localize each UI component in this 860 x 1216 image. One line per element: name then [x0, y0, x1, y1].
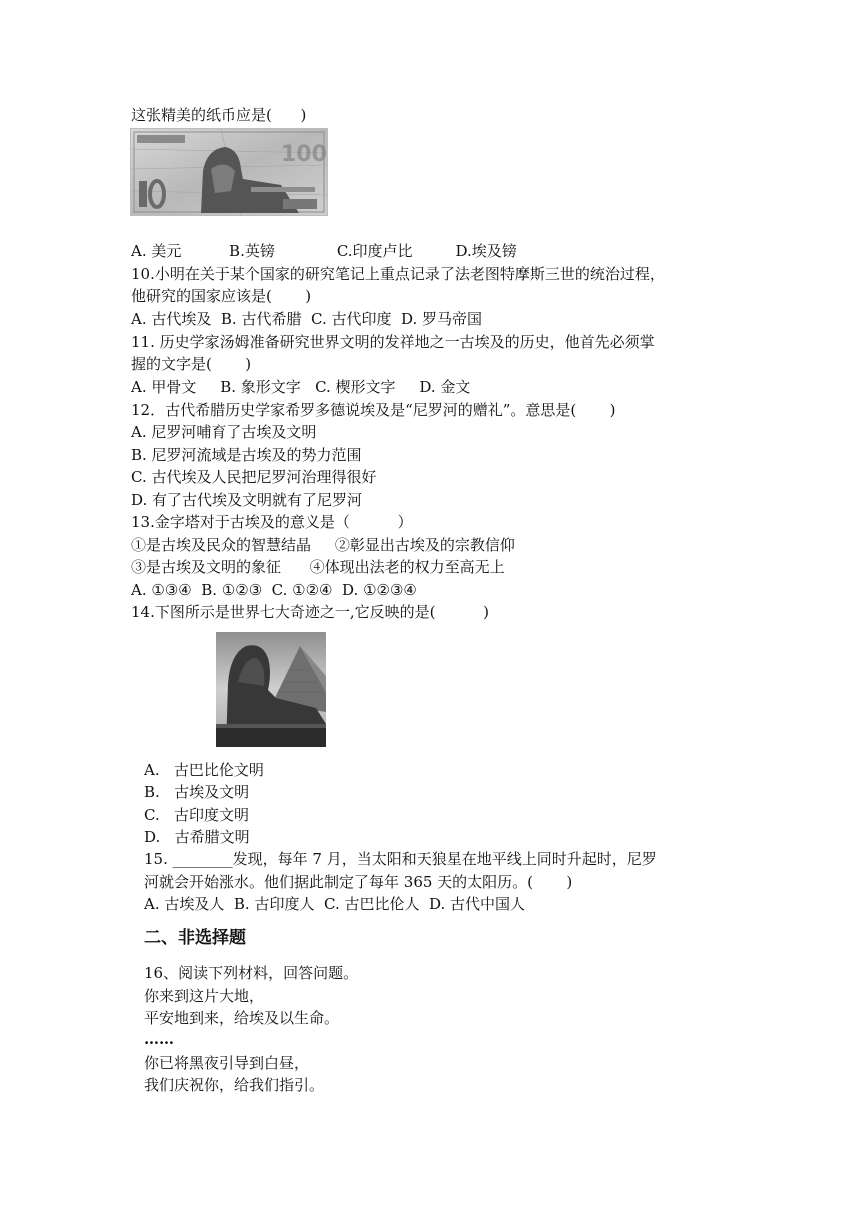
question-12-stem: 12．古代希腊历史学家希罗多德说埃及是“尼罗河的赠礼”。意思是( ): [131, 401, 616, 419]
question-10-stem-line-1: 10.小明在关于某个国家的研究笔记上重点记录了法老图特摩斯三世的统治过程，: [131, 265, 665, 283]
question-10-options: A. 古代埃及 B. 古代希腊 C. 古代印度 D. 罗马帝国: [131, 310, 483, 328]
question-15-stem-line-2: 河就会开始涨水。他们据此制定了每年 365 天的太阳历。( ): [144, 873, 573, 891]
question-12-option-c: C. 古代埃及人民把尼罗河治理得很好: [131, 468, 377, 486]
question-9-stem-tail: 这张精美的纸币应是( ): [131, 106, 307, 124]
poem-line-4: 我们庆祝你，给我们指引。: [144, 1076, 325, 1094]
question-14-option-b: B. 古埃及文明: [144, 783, 250, 801]
svg-text:100: 100: [281, 142, 327, 167]
egyptian-banknote-image: [130, 128, 328, 216]
question-13-statements-2: ③是古埃及文明的象征 ④体现出法老的权力至高无上: [131, 558, 505, 576]
poem-line-3: 你已将黑夜引导到白昼，: [144, 1054, 310, 1072]
question-15-stem-line-1: 15. ________发现，每年 7 月，当太阳和天狼星在地平线上同时升起时，尼罗: [144, 850, 657, 868]
poem-line-1: 你来到这片大地，: [144, 987, 265, 1005]
question-14-stem: 14.下图所示是世界七大奇迹之一,它反映的是( ): [131, 603, 490, 621]
question-12-option-d: D. 有了古代埃及文明就有了尼罗河: [131, 491, 363, 509]
question-10-stem-line-2: 他研究的国家应该是( ): [131, 287, 312, 305]
question-11-options: A. 甲骨文 B. 象形文字 C. 楔形文字 D. 金文: [131, 378, 471, 396]
question-14-option-a: A. 古巴比伦文明: [144, 761, 264, 779]
question-13-stem: 13.金字塔对于古埃及的意义是（ ）: [131, 513, 413, 531]
question-13-options: A. ①③④ B. ①②③ C. ①②④ D. ①②③④: [131, 581, 417, 599]
question-11-stem-line-1: 11. 历史学家汤姆准备研究世界文明的发祥地之一古埃及的历史，他首先必须掌: [131, 333, 655, 351]
question-12-option-b: B. 尼罗河流域是古埃及的势力范围: [131, 446, 362, 464]
sphinx-pyramid-photo: [216, 632, 326, 747]
poem-line-2: 平安地到来，给埃及以生命。: [144, 1009, 340, 1027]
question-11-stem-line-2: 握的文字是( ): [131, 355, 252, 373]
question-15-options: A. 古埃及人 B. 古印度人 C. 古巴比伦人 D. 古代中国人: [144, 895, 526, 913]
question-14-option-d: D. 古希腊文明: [144, 828, 250, 846]
question-14-option-c: C. 古印度文明: [144, 806, 250, 824]
question-13-statements-1: ①是古埃及民众的智慧结晶 ②彰显出古埃及的宗教信仰: [131, 536, 515, 554]
poem-ellipsis: ……: [144, 1030, 174, 1048]
question-12-option-a: A. 尼罗河哺育了古埃及文明: [131, 423, 317, 441]
section-2-heading: 二、非选择题: [144, 928, 246, 948]
question-9-options: A. 美元 B.英镑 C.印度卢比 D.埃及镑: [131, 242, 517, 260]
question-16-stem: 16、阅读下列材料，回答问题。: [144, 964, 359, 982]
